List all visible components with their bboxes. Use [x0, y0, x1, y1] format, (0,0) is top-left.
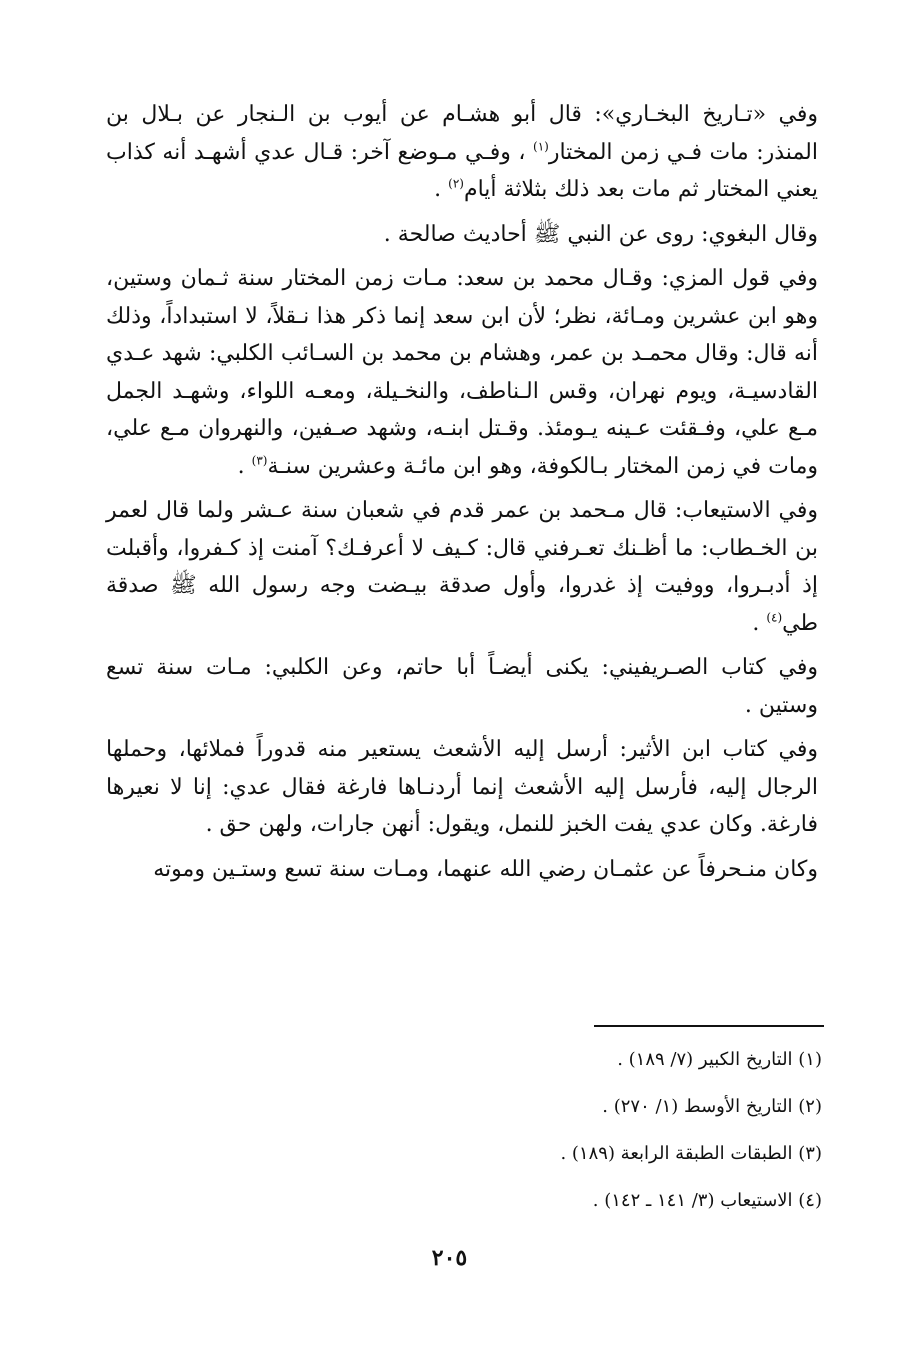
paragraph-bukhari	[106, 96, 818, 209]
text-line: .	[237, 453, 245, 479]
footnote-4: (٤) الاستيعاب (٣/ ١٤١ ـ ١٤٢) .	[592, 1190, 822, 1211]
footnote-divider	[594, 1025, 824, 1027]
text-line: وفي «تـاريخ البخـاري»: قال أبو هشـام عن أيوب بن الـنجار عن بـلال بن	[106, 102, 818, 127]
text-line: المنذر: مات فـي زمن المختار	[548, 139, 818, 165]
paragraph-baghawi: وقال البغوي: روى عن النبي ﷺ أحاديث صالحة .	[383, 221, 818, 247]
footnote-ref: (٤)	[766, 610, 783, 625]
footnote-ref: (٣)	[251, 453, 268, 468]
footnotes	[420, 1040, 822, 1228]
text-line: وأقبلت إذ أدبـروا، ووفيت إذ غدروا، وأول صدقة بيـضت وجه رسول الله	[106, 535, 818, 598]
text-line: كذاب يعني المختار ثم مات بعد ذلك بثلاثة أيام	[106, 139, 818, 202]
paragraph-ibn-athir: وفي كتاب ابن الأثير: أرسل إليه الأشعث يستعير منه قدوراً فملائها، وحملها الرجال إليه، فأرسل إليه الأشعث إنما أردنـاها فارغة فقال عدي: إنا لا نعيرها فارغة. وكان عدي يفت الخبز للنمل، ويقول: أنهن جارات، ولهن حق .	[106, 737, 818, 837]
footnote-1: (١) التاريخ الكبير (٧/ ١٨٩) .	[617, 1049, 822, 1070]
text-line: سنـة	[267, 453, 311, 479]
paragraph-istiab	[106, 492, 818, 642]
text-line: وفي قول المزي: وقـال محمد بن سعد: مـات زمن المختار سنة ثـمان وستين،	[106, 266, 818, 291]
page-number: ٢٠٥	[431, 1245, 468, 1271]
text-line: .	[752, 610, 760, 636]
text-line: .	[434, 177, 442, 202]
paragraph-mizzi	[106, 260, 818, 485]
text-line: ، وفـي مـوضع آخر: قـال عدي أشهـد أنه	[162, 139, 526, 165]
paragraph-uthman: وكان منـحرفاً عن عثمـان رضي الله عنهما، ومـات سنة تسع وستـين وموته	[153, 856, 818, 882]
text-line: والنهروان مـع علي، ومات في زمن المختار بـالكوفة، وهو ابن مائـة وعشرين	[106, 416, 818, 479]
text-line: وفي الاستيعاب: قال مـحمد بن عمر قدم في شعبان سنة عـشر ولما قال لعمر	[106, 498, 818, 523]
footnote-3: (٣) الطبقات الطبقة الرابعة (١٨٩) .	[560, 1143, 822, 1164]
paragraph-sarifini: وفي كتاب الصـريفيني: يكنى أيضـاً أبا حاتم، وعن الكلبي: مـات سنة تسع وستين .	[106, 655, 818, 718]
text-line: وشهـد الجمل مـع علي، وفـقئت عـينه يـومئذ. وقـتل ابنـه، وشهد صـفين،	[106, 378, 818, 441]
text-line: ﷺ صدقة طي	[106, 573, 818, 636]
footnote-2: (٢) التاريخ الأوسط (١/ ٢٧٠) .	[602, 1096, 822, 1117]
footnote-ref: (١)	[533, 139, 549, 154]
text-line: وذلك أنه قال: وقال محمـد بن عمر، وهشام بن محمد بن السـائب الكلبي:	[106, 303, 818, 366]
text-line: بن الخـطاب: ما أظـنك تعـرفني قال: كـيف لا أعرفـك؟ آمنت إذ كـفروا،	[176, 535, 818, 561]
body-text	[106, 96, 818, 895]
footnote-ref: (٢)	[448, 176, 464, 191]
text-line: شهد عـدي القادسيـة، ويوم نهران، وقس الـناطف، والنخـيلة، ومعـه اللواء،	[106, 341, 818, 404]
text-line: وهو ابن عشرين ومـائة، نظر؛ لأن ابن سعد إنما ذكر هذا نـقلاً، لا استبداداً،	[159, 303, 818, 329]
